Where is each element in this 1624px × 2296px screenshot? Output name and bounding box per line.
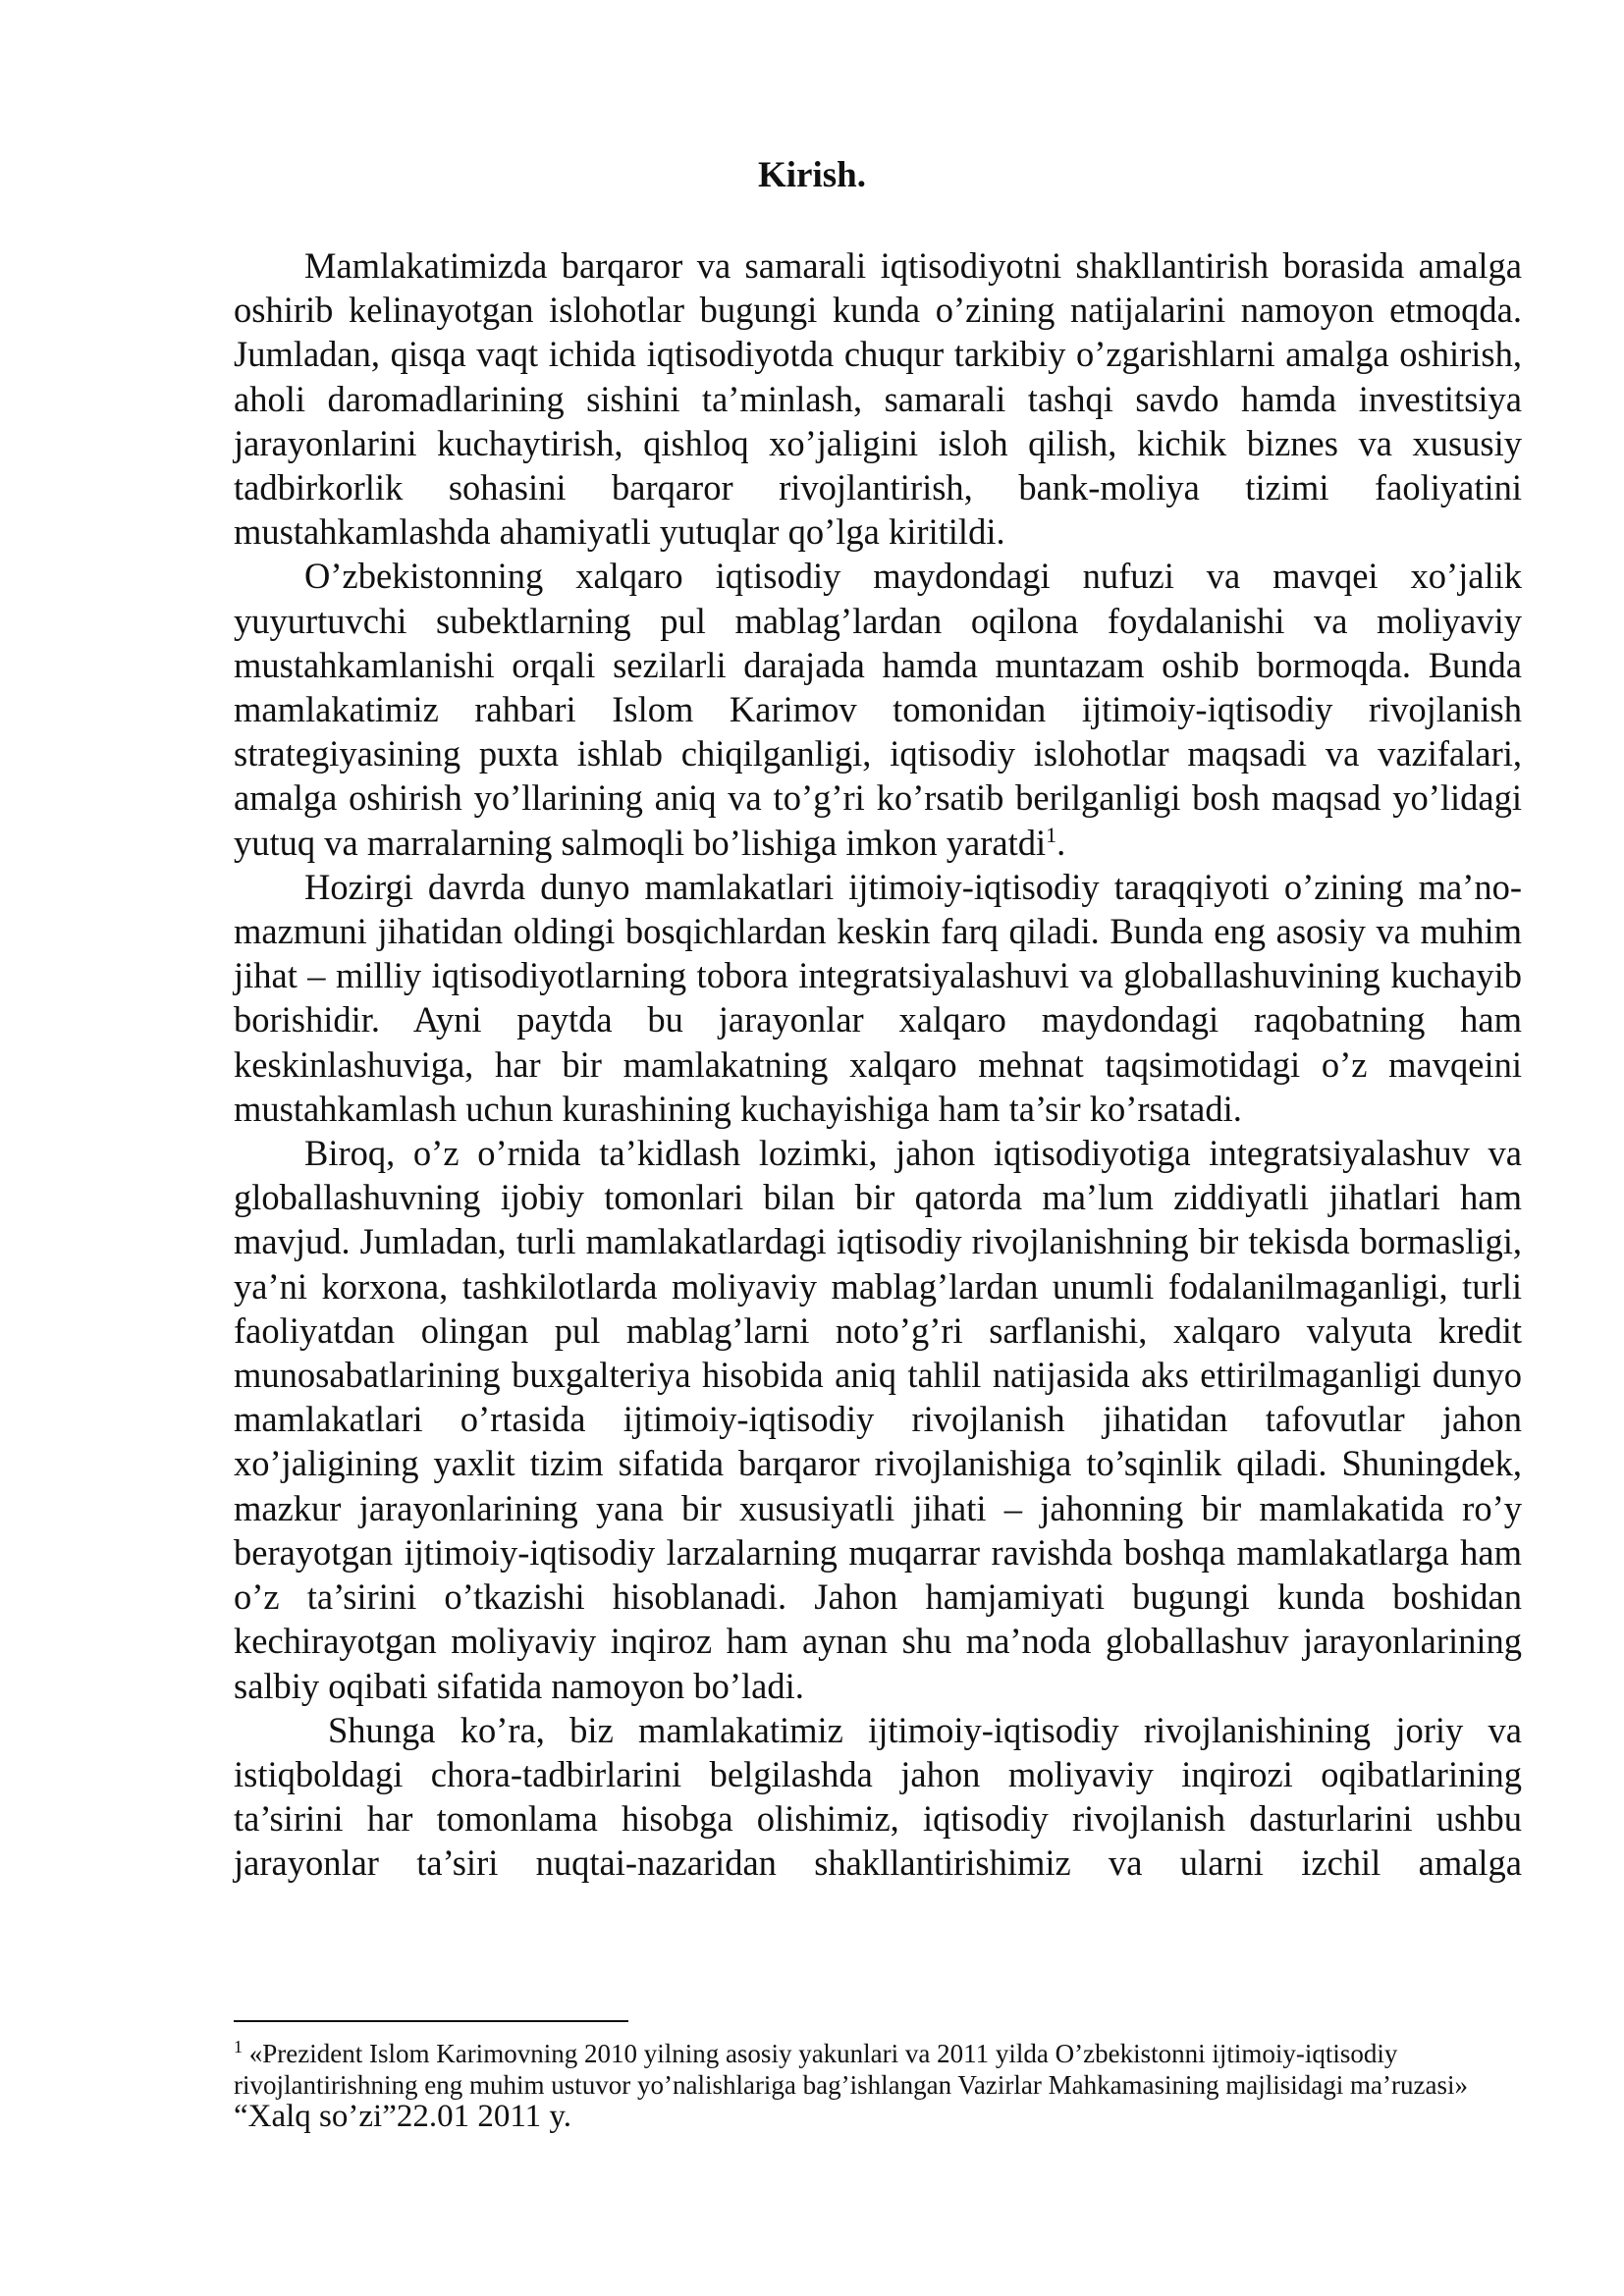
page-title: Kirish. <box>758 155 866 195</box>
paragraph-5: Shunga ko’ra, biz mamlakatimiz ijtimoiy-iqtisodiy rivojlanishining joriy va istiqboldagi chora-tadbirlarini belgilashda jahon moliyaviy inqirozi oqibatlarining ta’sirini har tomonlama hisobga olishimiz, iqtisodiy rivojlanish dasturlarini ushbu jarayonlar ta’siri nuqtai-nazaridan shakllantirishimiz va ularni izchil amalga <box>234 1709 1522 1884</box>
footnote-reference[interactable]: 1 <box>1046 822 1057 847</box>
paragraph-2-tail: . <box>1056 822 1066 863</box>
footnote-source: “Xalq so’zi”22.01 2011 y. <box>234 2099 571 2134</box>
paragraph-2 <box>234 554 1522 864</box>
document-body <box>234 243 1522 1886</box>
paragraph-1: Mamlakatimizda barqaror va samarali iqtisodiyotni shakllantirish borasida amalga oshirib kelinayotgan islohotlar bugungi kunda o’zining natijalarini namoyon etmoqda. Jumladan, qisqa vaqt ichida iqtisodiyotda chuqur tarkibiy o’zgarishlarni amalga oshirish, aholi daromadlarining sishini ta’minlash, samarali tashqi savdo hamda investitsiya jarayonlarini kuchaytirish, qishloq xo’jaligini isloh qilish, kichik biznes va xususiy tadbirkorlik sohasini barqaror rivojlantirish, bank-moliya tizimi faoliyatini mustahkamlashda ahamiyatli yutuqlar qo’lga kiritildi. <box>234 245 1522 553</box>
footnote <box>234 2038 1520 2133</box>
paragraph-2-text: O’zbekistonning xalqaro iqtisodiy maydondagi nufuzi va mavqei xo’jalik yuyurtuvchi subektlarning pul mablag’lardan oqilona foydalanishi va moliyaviy mustahkamlanishi orqali sezilarli darajada hamda muntazam oshib bormoqda. Bunda mamlakatimiz rahbari Islom Karimov tomonidan ijtimoiy-iqtisodiy rivojlanish strategiyasining puxta ishlab chiqilganligi, iqtisodiy islohotlar maqsadi va vazifalari, amalga oshirish yo’llarining aniq va to’g’ri ko’rsatib berilganligi bosh maqsad yo’lidagi yutuq va marralarning salmoqli bo’lishiga imkon yaratdi <box>234 556 1522 863</box>
footnote-text: «Prezident Islom Karimovning 2010 yilning asosiy yakunlari va 2011 yilda O’zbekistonni ijtimoiy-iqtisodiy rivojlantirishning eng muhim ustuvor yo’nalishlariga bag’ishlangan Vazirlar Mahkamasining majlisidagi ma’ruzasi» <box>234 2039 1468 2100</box>
footnote-number: 1 <box>234 2037 243 2056</box>
paragraph-3: Hozirgi davrda dunyo mamlakatlari ijtimoiy-iqtisodiy taraqqiyoti o’zining ma’no-mazmuni jihatidan oldingi bosqichlardan keskin farq qiladi. Bunda eng asosiy va muhim jihat – milliy iqtisodiyotlarning tobora integratsiyalashuvi va globallashuvining kuchayib borishidir. Ayni paytda bu jarayonlar xalqaro maydondagi raqobatning ham keskinlashuviga, har bir mamlakatning xalqaro mehnat taqsimotidagi o’z mavqeini mustahkamlash uchun kurashining kuchayishiga ham ta’sir ko’rsatadi. <box>234 866 1522 1129</box>
footnote-separator <box>234 2020 628 2022</box>
paragraph-4: Biroq, o’z o’rnida ta’kidlash lozimki, jahon iqtisodiyotiga integratsiyalashuv va globallashuvning ijobiy tomonlari bilan bir qatorda ma’lum ziddiyatli jihatlari ham mavjud. Jumladan, turli mamlakatlardagi iqtisodiy rivojlanishning bir tekisda bormasligi, ya’ni korxona, tashkilotlarda moliyaviy mablag’lardan unumli fodalanilmaganligi, turli faoliyatdan olingan pul mablag’larni noto’g’ri sarflanishi, xalqaro valyuta kredit munosabatlarining buxgalteriya hisobida aniq tahlil natijasida aks ettirilmaganligi dunyo mamlakatlari o’rtasida ijtimoiy-iqtisodiy rivojlanish jihatidan tafovutlar jahon xo’jaligining yaxlit tizim sifatida barqaror rivojlanishiga to’sqinlik qiladi. Shuningdek, mazkur jarayonlarining yana bir xususiyatli jihati – jahonning bir mamlakatida ro’y berayotgan ijtimoiy-iqtisodiy larzalarning muqarrar ravishda boshqa mamlakatlarga ham o’z ta’sirini o’tkazishi hisoblanadi. Jahon hamjamiyati bugungi kunda boshidan kechirayotgan moliyaviy inqiroz ham aynan shu ma’noda globallashuv jarayonlarining salbiy oqibati sifatida namoyon bo’ladi. <box>234 1133 1522 1706</box>
